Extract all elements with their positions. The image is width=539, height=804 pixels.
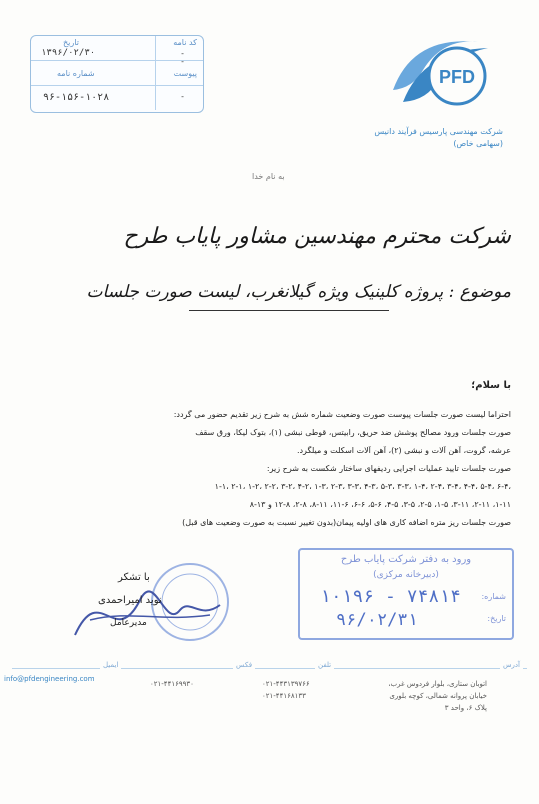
body-line: ۱-۱، ۲-۱، ۱-۲، ۲-۲، ۳-۲، ۴-۲، ۱-۳، ۲-۳، ۳-۳، ۴-۳، ۵-۳، ۳-۳، ۱-۴، ۲-۴، ۳-۴، ۴-۴، ۵-۴، ۶-۴، — [214, 482, 511, 491]
fax-label: فکس — [233, 661, 255, 669]
greeting: با سلام؛ — [471, 380, 511, 391]
address-line: پلاک ۶، واحد ۳ — [444, 704, 487, 712]
letter-header-box — [30, 35, 204, 113]
phone-number: ۰۲۱-۴۴۱۶۸۱۳۳ — [262, 692, 306, 700]
address-line: خیابان پروانه شمالی، کوچه بلوری — [389, 692, 487, 700]
stamp-title: ورود به دفتر شرکت پایاب طرح — [340, 554, 472, 565]
email-label: ایمیل — [100, 661, 121, 669]
received-stamp — [298, 548, 514, 640]
company-name — [374, 126, 503, 150]
stamp-number: ۱۰۱۹۶ - ۷۴۸۱۴ — [320, 586, 461, 607]
subject-line: موضوع : پروژه کلینیک ویژه گیلانغرب، لیست صورت جلسات — [86, 282, 511, 302]
body-line: صورت جلسات ورود مصالح پوشش ضد حریق، رابیتس، قوطی نبشی (۱)، بتوک لیکا، ورق سقف — [195, 428, 511, 437]
body-line: عرشه، گروت، آهن آلات و نبشی (۲)، آهن آلات اسکلت و میلگرد. — [296, 446, 511, 455]
date-label: تاریخ — [63, 38, 79, 47]
address-line: اتوبان ستاری، بلوار فردوس غرب، — [388, 680, 487, 688]
stamp-number-label: شماره: — [481, 592, 506, 601]
date-value: ۱۳۹۶/۰۲/۳۰ — [41, 48, 96, 58]
company-name-line2: (سهامی خاص) — [453, 139, 503, 148]
signer-title: مدیرعامل — [110, 618, 147, 628]
attachment-label: پیوست — [173, 69, 197, 78]
code-label: کد نامه — [173, 38, 197, 47]
email-link[interactable]: info@pfdengineering.com — [4, 675, 95, 683]
footer-rule — [12, 668, 527, 669]
signer-name: نوید امیراحمدی — [98, 595, 162, 606]
address-label: آدرس — [500, 661, 523, 669]
body-line: احتراما لیست صورت جلسات پیوست صورت وضعیت شماره شش به شرح زیر تقدیم حضور می گردد: — [173, 410, 511, 419]
phone-number: ۰۲۱-۴۴۳۱۳۹۷۶۶ — [262, 680, 310, 688]
company-logo — [383, 30, 503, 120]
closing: با تشکر — [118, 572, 150, 583]
stamp-date: ۹۶/۰۲/۳۱ — [336, 610, 418, 630]
phone-label: تلفن — [315, 661, 334, 669]
letter-number-label: شماره نامه — [57, 69, 95, 78]
blank-value: - — [180, 92, 185, 101]
code-value: - — [180, 49, 185, 58]
stamp-subtitle: (دبیرخانه مرکزی) — [373, 570, 439, 580]
addressee: شرکت محترم مهندسین مشاور پایاب طرح — [123, 224, 511, 249]
company-name-line1: شرکت مهندسی پارسیس فرآیند دانیس — [374, 127, 503, 136]
letter-number-value: ۹۶-۱۵۶-۱۰۲۸ — [43, 92, 110, 103]
subject-underline — [189, 310, 389, 311]
body-line: صورت جلسات تایید عملیات اجرایی ردیفهای ساختار شکست به شرح زیر: — [266, 464, 511, 473]
fax-number: ۰۲۱-۴۴۱۶۹۹۳۰ — [150, 680, 194, 688]
attachment-value: - — [180, 57, 185, 66]
logo-text: PFD — [439, 67, 475, 87]
bismillah: به نام خدا — [252, 172, 285, 181]
body-line: صورت جلسات ریز متره اضافه کاری های اولیه پیمان(بدون تغییر نسبت به صورت وضعیت های قبل) — [182, 518, 511, 527]
stamp-date-label: تاریخ: — [487, 614, 506, 623]
body-line: ۱-۱۱، ۲-۱۱، ۳-۱۱، ۱-۵، ۲-۵، ۳-۵، ۴-۵، ۵-۶، ۶-۶، ۱۱-۶، ۸-۱۱، ۲-۸، ۱۲-۸ و ۱۳-۸ — [249, 500, 511, 509]
